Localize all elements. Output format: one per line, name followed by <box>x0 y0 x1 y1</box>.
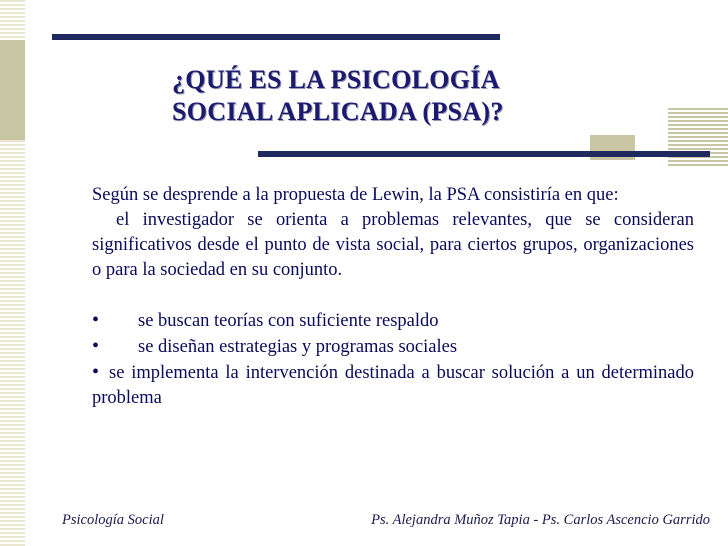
bullet-icon: • <box>92 309 100 331</box>
spacer <box>92 283 694 308</box>
bullet-item-3 <box>92 360 694 411</box>
title-bar-bottom <box>258 151 710 157</box>
slide-body <box>92 183 694 411</box>
bullet-icon: • <box>92 361 100 383</box>
bullet-item-2 <box>92 334 694 360</box>
bullet-text-3: se implementa la intervención destinada a buscar solución a un determinado problema <box>92 363 694 408</box>
title-bar-top <box>52 34 500 40</box>
decorative-stripe-block-right <box>668 108 728 168</box>
slide-title <box>172 64 672 128</box>
description-paragraph: el investigador se orienta a problemas relevantes, que se consideran significativos desde el punto de vista social, para ciertos grupos, organizaciones o para la sociedad en su conjunto. <box>92 210 694 280</box>
intro-paragraph: Según se desprende a la propuesta de Lewin, la PSA consistiría en que: <box>92 185 619 205</box>
bullet-item-1 <box>92 308 694 334</box>
slide-footer <box>62 512 710 534</box>
bullet-text-2: se diseñan estrategias y programas sociales <box>138 337 458 357</box>
footer-course: Psicología Social <box>62 512 164 528</box>
title-line-1: ¿QUÉ ES LA PSICOLOGÍA <box>172 65 500 94</box>
title-line-2: SOCIAL APLICADA (PSA)? <box>172 97 504 126</box>
bullet-text-1: se buscan teorías con suficiente respaldo <box>138 311 439 331</box>
bullet-icon: • <box>92 335 100 357</box>
footer-authors: Ps. Alejandra Muñoz Tapia - Ps. Carlos Ascencio Garrido <box>371 512 710 528</box>
decorative-block-left <box>0 40 25 140</box>
